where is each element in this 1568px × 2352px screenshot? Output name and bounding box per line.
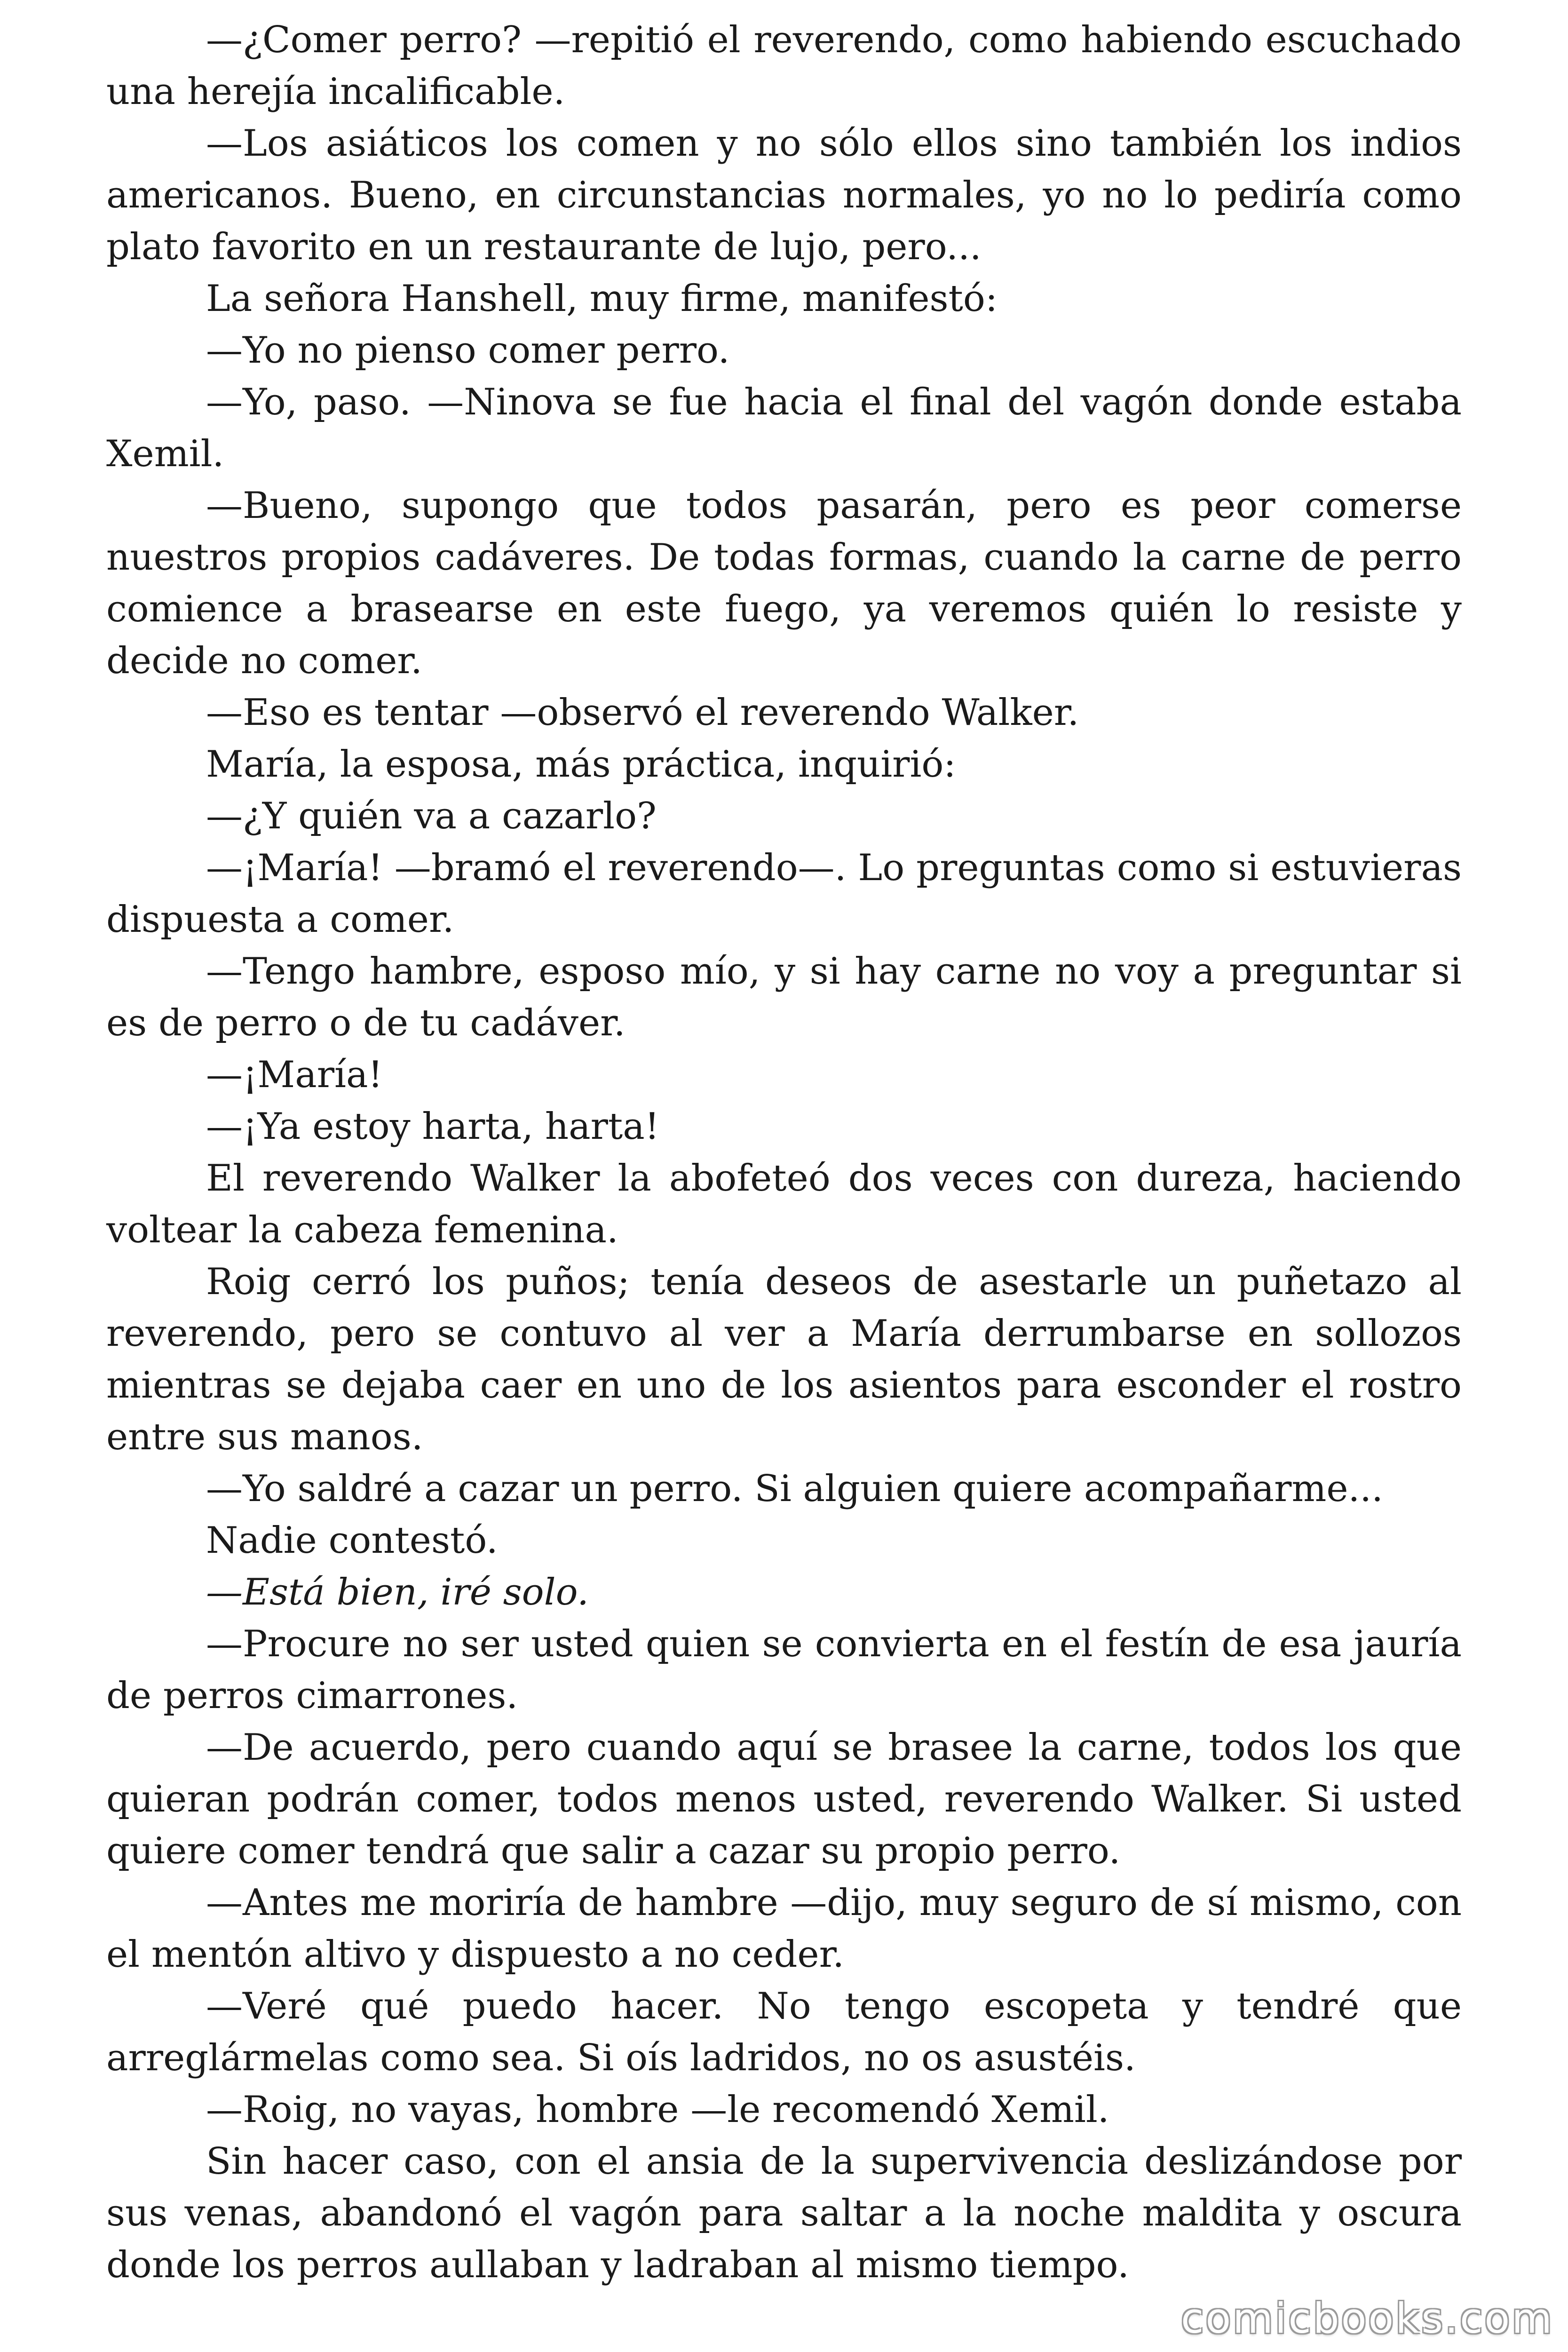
watermark-text: comicbooks.com [1180,2294,1554,2343]
paragraph: —¡Ya estoy harta, harta! [206,1105,660,1148]
paragraph: —Yo no pienso comer perro. [206,329,730,372]
paragraph: —Yo saldré a cazar un perro. Si alguien quiere acompañarme... [206,1468,1383,1510]
paragraph: —¡María! —bramó el reverendo—. Lo preguntas como si estuvieras dispuesta a comer. [106,847,1462,941]
paragraph: —Roig, no vayas, hombre —le recomendó Xemil. [206,2089,1109,2131]
paragraph: —Veré qué puedo hacer. No tengo escopeta y tendré que arreglármelas como sea. Si oís ladridos, no os asustéis. [106,1985,1462,2079]
paragraph: Nadie contestó. [206,1519,498,1562]
paragraph: —Bueno, supongo que todos pasarán, pero es peor comerse nuestros propios cadáveres. De todas formas, cuando la carne de perro comience a brasearse en este fuego, ya veremos quién lo resiste y decide no comer. [106,485,1462,682]
paragraph: —¡María! [206,1054,383,1096]
paragraph: Sin hacer caso, con el ansia de la supervivencia deslizándose por sus venas, abandonó el vagón para saltar a la noche maldita y oscura donde los perros aullaban y ladraban al mismo tiempo. [106,2140,1462,2286]
paragraph: —De acuerdo, pero cuando aquí se brasee la carne, todos los que quieran podrán comer, todos menos usted, reverendo Walker. Si usted quiere comer tendrá que salir a cazar su propio perro. [106,1726,1462,1872]
paragraph: —Antes me moriría de hambre —dijo, muy seguro de sí mismo, con el mentón altivo y dispuesto a no ceder. [106,1882,1462,1976]
paragraph: —Yo, paso. —Ninova se fue hacia el final del vagón donde estaba Xemil. [106,381,1462,475]
paragraph: María, la esposa, más práctica, inquirió: [206,743,956,786]
paragraph: Roig cerró los puños; tenía deseos de asestarle un puñetazo al reverendo, pero se contuvo al ver a María derrumbarse en sollozos mientras se dejaba caer en uno de los asientos para esconder el rostro entre sus manos. [106,1261,1462,1458]
paragraph: —Procure no ser usted quien se convierta en el festín de esa jauría de perros cimarrones. [106,1623,1462,1717]
paragraph: —Los asiáticos los comen y no sólo ellos sino también los indios americanos. Bueno, en circunstancias normales, yo no lo pediría como plato favorito en un restaurante de lujo, pero... [106,122,1462,268]
paragraph: El reverendo Walker la abofeteó dos veces con dureza, haciendo voltear la cabeza femenina. [106,1157,1462,1251]
paragraph: —¿Comer perro? —repitió el reverendo, como habiendo escuchado una herejía incalificable. [106,19,1462,113]
paragraph: La señora Hanshell, muy firme, manifestó: [206,278,998,320]
paragraph: —Tengo hambre, esposo mío, y si hay carne no voy a preguntar si es de perro o de tu cadáver. [106,950,1462,1044]
paragraph: —¿Y quién va a cazarlo? [206,795,657,837]
paragraph-italic: —Está bien, iré solo. [206,1571,589,1613]
book-page [106,14,1462,2291]
paragraph: —Eso es tentar —observó el reverendo Walker. [206,691,1079,734]
